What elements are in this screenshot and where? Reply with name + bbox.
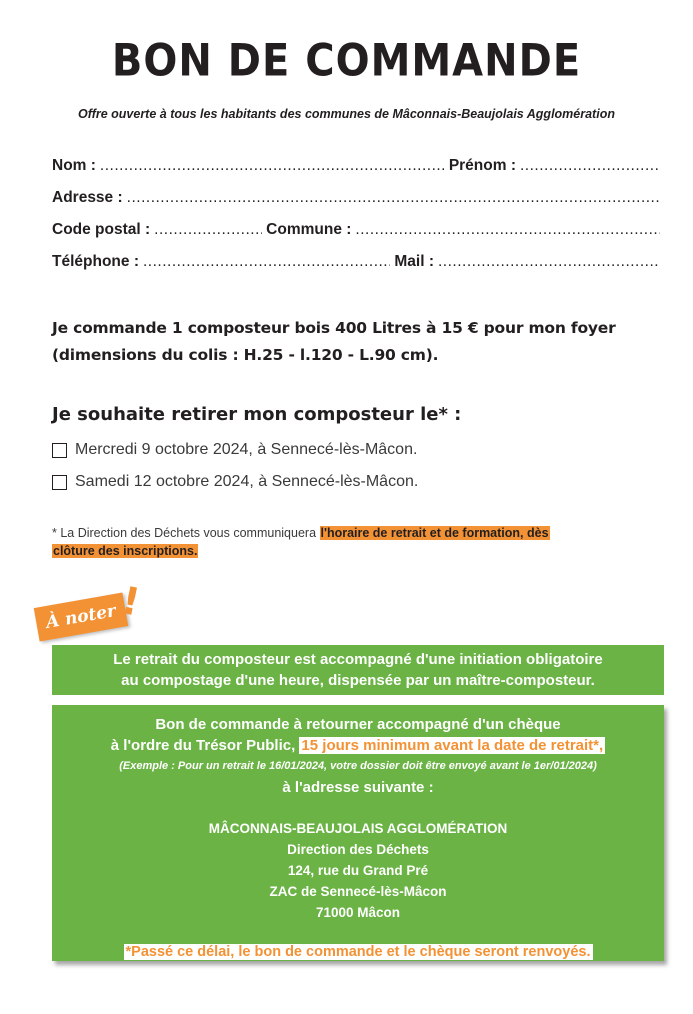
commune-label: Commune : (266, 221, 352, 238)
info-box (52, 645, 664, 695)
code-postal-field[interactable] (154, 221, 262, 239)
pickup-option-2[interactable] (52, 473, 418, 491)
address-line: 71000 Mâcon (315, 905, 401, 920)
pickup-option-1[interactable] (52, 441, 417, 459)
info-line-1: Le retrait du composteur est accompagné d'une initiation obligatoire (113, 651, 603, 668)
prenom-field[interactable] (520, 157, 660, 175)
return-warning: *Passé ce délai, le bon de commande et le chèque seront renvoyés. (125, 944, 591, 960)
telephone-field[interactable] (143, 253, 390, 271)
pickup-title: Je souhaite retirer mon composteur le* : (52, 404, 462, 425)
code-postal-label: Code postal : (52, 221, 151, 238)
footnote-text: * La Direction des Déchets vous communiquera (52, 526, 320, 540)
commune-field[interactable] (355, 221, 660, 239)
telephone-label: Téléphone : (52, 253, 139, 270)
order-line-1: Je commande 1 composteur bois 400 Litres à 15 € pour mon foyer (52, 319, 616, 337)
form-row-phone (52, 253, 664, 271)
nom-label: Nom : (52, 157, 96, 174)
return-box (52, 705, 664, 961)
nom-field[interactable] (100, 157, 445, 175)
return-line-3: à l'adresse suivante : (282, 779, 434, 796)
footnote (52, 524, 672, 560)
pickup-option-label: Samedi 12 octobre 2024, à Sennecé-lès-Mâcon. (75, 473, 419, 490)
return-line-2-prefix: à l'ordre du Trésor Public, (110, 737, 300, 754)
mail-label: Mail : (394, 253, 434, 270)
return-line-1: Bon de commande à retourner accompagné d'un chèque (155, 716, 561, 733)
footnote-highlight-2: clôture des inscriptions. (53, 544, 198, 558)
order-statement (52, 315, 672, 369)
mail-field[interactable] (438, 253, 660, 271)
address-line: ZAC de Sennecé-lès-Mâcon (269, 884, 447, 899)
pickup-option-label: Mercredi 9 octobre 2024, à Sennecé-lès-Mâcon. (75, 441, 418, 458)
prenom-label: Prénom : (448, 157, 516, 174)
deadline-highlight: 15 jours minimum avant la date de retrait*, (301, 737, 604, 754)
checkbox-icon[interactable] (52, 443, 67, 458)
exclamation-icon: ! (117, 578, 144, 625)
form-row-postal (52, 221, 664, 239)
adresse-field[interactable] (127, 189, 660, 207)
return-example: (Exemple : Pour un retrait le 16/01/2024, votre dossier doit être envoyé avant le 1er/01/2024) (119, 760, 597, 772)
return-line-2 (52, 735, 664, 756)
checkbox-icon[interactable] (52, 475, 67, 490)
note-badge-label: À noter (44, 601, 118, 633)
address-line: Direction des Déchets (287, 842, 429, 857)
form-row-name (52, 157, 664, 175)
footnote-highlight: l'horaire de retrait et de formation, dès (320, 526, 549, 540)
adresse-label: Adresse : (52, 189, 123, 206)
order-line-2: (dimensions du colis : H.25 - l.120 - L.90 cm). (52, 346, 439, 364)
note-badge (34, 592, 129, 641)
address-line: 124, rue du Grand Pré (287, 863, 429, 878)
page-title: BON DE COMMANDE (111, 35, 582, 87)
page-subtitle: Offre ouverte à tous les habitants des communes de Mâconnais-Beaujolais Agglomération (78, 107, 615, 121)
form-row-address (52, 189, 664, 207)
info-line-2: au compostage d'une heure, dispensée par un maître-composteur. (121, 672, 595, 689)
address-line: MÂCONNAIS-BEAUJOLAIS AGGLOMÉRATION (208, 821, 508, 836)
